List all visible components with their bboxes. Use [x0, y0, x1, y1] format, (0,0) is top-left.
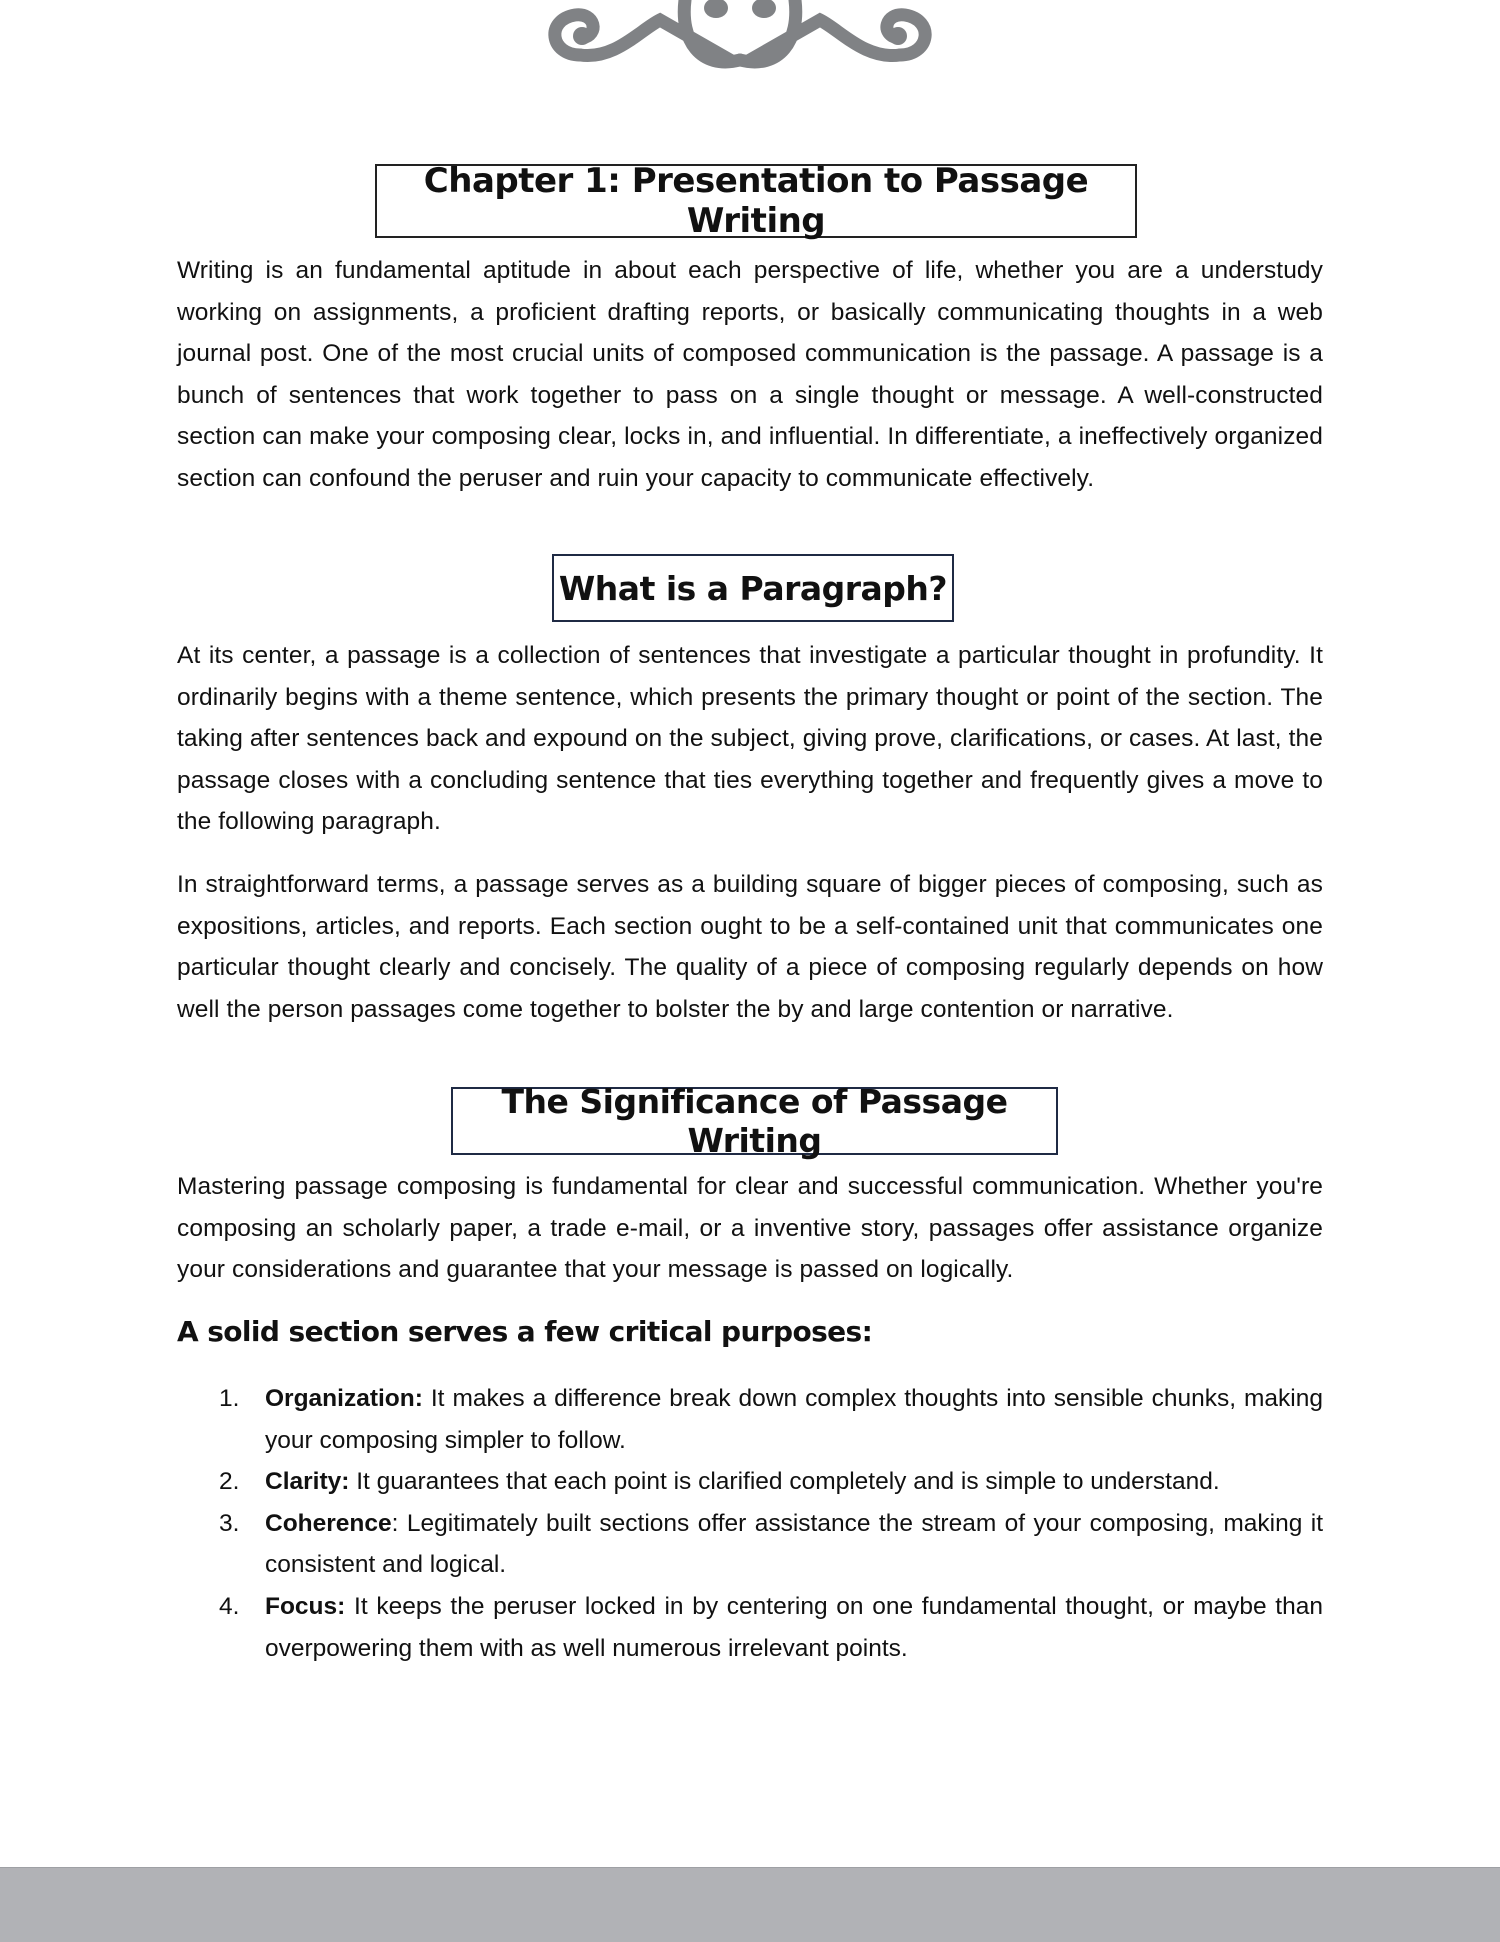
section-heading-what-is-paragraph	[552, 554, 954, 622]
list-text: It keeps the peruser locked in by centering on one fundamental thought, or maybe than overpowering them with as well numerous irrelevant points.	[265, 1592, 1323, 1662]
intro-paragraph: Writing is an fundamental aptitude in about each perspective of life, whether you are a understudy working on assignments, a proficient drafting reports, or basically communicating thoughts in a web journal post. One of the most crucial units of composed communication is the passage. A passage is a bunch of sentences that work together to pass on a single thought or message. A well-constructed section can make your composing clear, locks in, and influential. In differentiate, a ineffectively organized section can confound the peruser and ruin your capacity to communicate effectively.	[177, 257, 1323, 492]
footer-bar	[0, 1867, 1500, 1942]
list-text: It makes a difference break down complex thoughts into sensible chunks, making your composing simpler to follow.	[265, 1385, 1323, 1454]
section1-paragraph-2: In straightforward terms, a passage serves as a building square of bigger pieces of composing, such as expositions, articles, and reports. Each section ought to be a self-contained unit that communicates one particular thought clearly and concisely. The quality of a piece of composing regularly depends on how well the person passages come together to bolster the by and large contention or narrative.	[177, 871, 1323, 1023]
list-text: It guarantees that each point is clarified completely and is simple to understand.	[349, 1468, 1220, 1496]
section2-paragraph: Mastering passage composing is fundamental for clear and successful communication. Whether you're composing an scholarly paper, a trade e-mail, or a inventive story, passages offer assistance organize your considerations and guarantee that your message is passed on logically.	[177, 1173, 1323, 1284]
section-heading-text: What is a Paragraph?	[558, 568, 948, 608]
list-item	[177, 1586, 1323, 1669]
list-item	[177, 1461, 1323, 1503]
list-number: 3.	[219, 1509, 240, 1537]
list-item	[177, 1378, 1323, 1461]
list-term: Clarity:	[265, 1468, 350, 1496]
list-number: 4.	[219, 1592, 240, 1620]
list-number: 1.	[219, 1385, 240, 1412]
list-term: Focus:	[265, 1592, 346, 1620]
purposes-subheading: A solid section serves a few critical purposes:	[177, 1315, 873, 1348]
list-term: Coherence	[265, 1509, 392, 1537]
purposes-list	[177, 1378, 1323, 1669]
list-number: 2.	[219, 1468, 240, 1496]
chapter-title-text: Chapter 1: Presentation to Passage Writing	[423, 161, 1089, 241]
list-term: Organization:	[265, 1385, 423, 1412]
section1-paragraph-1: At its center, a passage is a collection of sentences that investigate a particular thought in profundity. It ordinarily begins with a theme sentence, which presents the primary thought or point of the section. The taking after sentences back and expound on the subject, giving prove, clarifications, or cases. At last, the passage closes with a concluding sentence that ties everything together and frequently gives a move to the following paragraph.	[177, 642, 1323, 836]
chapter-title	[375, 161, 1137, 241]
section-heading-text: The Significance of Passage Writing	[501, 1082, 1008, 1160]
list-item	[177, 1503, 1323, 1586]
list-text: : Legitimately built sections offer assistance the stream of your composing, making it consistent and logical.	[265, 1509, 1323, 1579]
scroll-flourish-ornament-icon	[520, 0, 960, 80]
section-heading-significance	[451, 1082, 1058, 1160]
